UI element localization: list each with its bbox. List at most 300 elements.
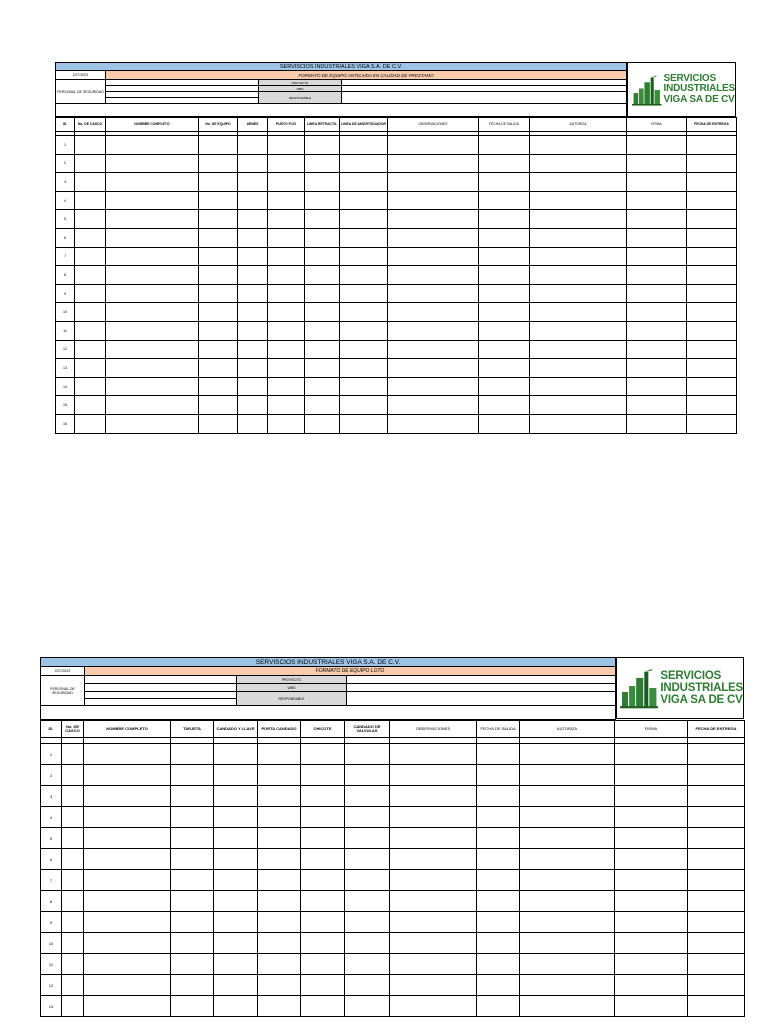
table-cell[interactable] <box>340 210 388 229</box>
table-cell[interactable] <box>345 975 390 996</box>
table-cell[interactable] <box>258 807 301 828</box>
proyecto-value[interactable] <box>347 676 616 684</box>
table-cell[interactable] <box>530 266 627 285</box>
table-cell[interactable] <box>268 284 305 303</box>
table-cell[interactable] <box>268 359 305 378</box>
table-cell[interactable] <box>106 154 199 173</box>
table-cell[interactable] <box>62 975 84 996</box>
table-cell[interactable] <box>62 786 84 807</box>
table-cell[interactable] <box>75 210 106 229</box>
table-cell[interactable] <box>171 975 214 996</box>
table-cell[interactable] <box>688 891 745 912</box>
table-cell[interactable] <box>479 359 530 378</box>
table-cell[interactable] <box>340 284 388 303</box>
table-cell[interactable] <box>479 247 530 266</box>
table-cell[interactable] <box>627 191 687 210</box>
table-cell[interactable] <box>75 154 106 173</box>
table-cell[interactable] <box>84 744 171 765</box>
table-cell[interactable] <box>62 891 84 912</box>
table-cell[interactable] <box>301 954 345 975</box>
table-cell[interactable] <box>615 849 688 870</box>
table-cell[interactable] <box>479 266 530 285</box>
table-cell[interactable] <box>199 136 238 155</box>
table-cell[interactable] <box>214 870 258 891</box>
table-cell[interactable] <box>687 266 737 285</box>
table-cell[interactable] <box>687 340 737 359</box>
table-cell[interactable] <box>688 849 745 870</box>
table-cell[interactable] <box>171 933 214 954</box>
table-cell[interactable] <box>479 191 530 210</box>
table-cell[interactable] <box>340 228 388 247</box>
table-cell[interactable] <box>615 891 688 912</box>
table-cell[interactable] <box>238 321 268 340</box>
table-cell[interactable] <box>615 765 688 786</box>
table-cell[interactable] <box>479 377 530 396</box>
table-cell[interactable] <box>171 891 214 912</box>
table-cell[interactable] <box>530 228 627 247</box>
table-cell[interactable] <box>627 359 687 378</box>
table-cell[interactable] <box>171 786 214 807</box>
table-cell[interactable] <box>615 933 688 954</box>
table-cell[interactable] <box>627 173 687 192</box>
table-cell[interactable] <box>238 136 268 155</box>
table-cell[interactable] <box>340 414 388 433</box>
table-cell[interactable] <box>688 870 745 891</box>
table-cell[interactable] <box>84 933 171 954</box>
table-cell[interactable] <box>688 786 745 807</box>
table-cell[interactable] <box>301 744 345 765</box>
table-cell[interactable] <box>238 210 268 229</box>
table-cell[interactable] <box>615 996 688 1017</box>
table-cell[interactable] <box>627 210 687 229</box>
table-cell[interactable] <box>688 828 745 849</box>
table-cell[interactable] <box>390 870 477 891</box>
table-cell[interactable] <box>520 828 615 849</box>
table-cell[interactable] <box>477 975 520 996</box>
table-cell[interactable] <box>388 247 479 266</box>
table-cell[interactable] <box>75 266 106 285</box>
table-cell[interactable] <box>214 744 258 765</box>
table-cell[interactable] <box>258 870 301 891</box>
table-cell[interactable] <box>687 414 737 433</box>
table-cell[interactable] <box>199 377 238 396</box>
table-cell[interactable] <box>268 377 305 396</box>
table-cell[interactable] <box>75 321 106 340</box>
table-cell[interactable] <box>390 786 477 807</box>
table-cell[interactable] <box>258 891 301 912</box>
table-cell[interactable] <box>238 284 268 303</box>
table-cell[interactable] <box>388 359 479 378</box>
table-cell[interactable] <box>340 247 388 266</box>
table-cell[interactable] <box>615 975 688 996</box>
table-cell[interactable] <box>390 807 477 828</box>
table-cell[interactable] <box>62 933 84 954</box>
personal-field[interactable] <box>85 676 237 684</box>
table-cell[interactable] <box>199 247 238 266</box>
table-cell[interactable] <box>305 340 340 359</box>
table-cell[interactable] <box>477 933 520 954</box>
table-cell[interactable] <box>477 954 520 975</box>
table-cell[interactable] <box>238 303 268 322</box>
table-cell[interactable] <box>268 247 305 266</box>
table-cell[interactable] <box>305 191 340 210</box>
table-cell[interactable] <box>268 266 305 285</box>
table-cell[interactable] <box>238 247 268 266</box>
table-cell[interactable] <box>268 191 305 210</box>
table-cell[interactable] <box>688 912 745 933</box>
table-cell[interactable] <box>171 744 214 765</box>
table-cell[interactable] <box>268 303 305 322</box>
table-cell[interactable] <box>199 154 238 173</box>
table-cell[interactable] <box>340 377 388 396</box>
table-cell[interactable] <box>627 284 687 303</box>
table-cell[interactable] <box>477 828 520 849</box>
table-cell[interactable] <box>477 912 520 933</box>
table-cell[interactable] <box>106 414 199 433</box>
table-cell[interactable] <box>106 136 199 155</box>
table-cell[interactable] <box>388 284 479 303</box>
table-cell[interactable] <box>258 996 301 1017</box>
table-cell[interactable] <box>238 173 268 192</box>
table-cell[interactable] <box>75 414 106 433</box>
table-cell[interactable] <box>106 321 199 340</box>
table-cell[interactable] <box>238 414 268 433</box>
table-cell[interactable] <box>301 996 345 1017</box>
table-cell[interactable] <box>479 340 530 359</box>
table-cell[interactable] <box>301 975 345 996</box>
table-cell[interactable] <box>340 359 388 378</box>
table-cell[interactable] <box>520 891 615 912</box>
table-cell[interactable] <box>171 996 214 1017</box>
table-cell[interactable] <box>520 744 615 765</box>
table-cell[interactable] <box>388 321 479 340</box>
table-cell[interactable] <box>75 136 106 155</box>
table-cell[interactable] <box>390 765 477 786</box>
table-cell[interactable] <box>199 191 238 210</box>
table-cell[interactable] <box>627 377 687 396</box>
table-cell[interactable] <box>84 765 171 786</box>
table-cell[interactable] <box>301 828 345 849</box>
table-cell[interactable] <box>530 377 627 396</box>
table-cell[interactable] <box>106 284 199 303</box>
table-cell[interactable] <box>106 340 199 359</box>
table-cell[interactable] <box>84 849 171 870</box>
table-cell[interactable] <box>390 996 477 1017</box>
table-cell[interactable] <box>688 765 745 786</box>
table-cell[interactable] <box>62 849 84 870</box>
table-cell[interactable] <box>84 954 171 975</box>
table-cell[interactable] <box>388 210 479 229</box>
table-cell[interactable] <box>627 340 687 359</box>
table-cell[interactable] <box>627 136 687 155</box>
table-cell[interactable] <box>687 228 737 247</box>
table-cell[interactable] <box>688 744 745 765</box>
table-cell[interactable] <box>520 975 615 996</box>
personal-field[interactable] <box>85 699 237 706</box>
table-cell[interactable] <box>238 359 268 378</box>
table-cell[interactable] <box>345 870 390 891</box>
table-cell[interactable] <box>305 228 340 247</box>
table-cell[interactable] <box>520 765 615 786</box>
table-cell[interactable] <box>520 954 615 975</box>
table-cell[interactable] <box>340 266 388 285</box>
table-cell[interactable] <box>171 849 214 870</box>
table-cell[interactable] <box>530 154 627 173</box>
table-cell[interactable] <box>305 396 340 415</box>
table-cell[interactable] <box>345 807 390 828</box>
personal-field[interactable] <box>85 684 237 692</box>
table-cell[interactable] <box>687 321 737 340</box>
table-cell[interactable] <box>530 136 627 155</box>
table-cell[interactable] <box>199 210 238 229</box>
table-cell[interactable] <box>520 807 615 828</box>
table-cell[interactable] <box>390 912 477 933</box>
table-cell[interactable] <box>687 173 737 192</box>
table-cell[interactable] <box>106 210 199 229</box>
table-cell[interactable] <box>84 807 171 828</box>
table-cell[interactable] <box>345 954 390 975</box>
table-cell[interactable] <box>199 303 238 322</box>
table-cell[interactable] <box>530 321 627 340</box>
table-cell[interactable] <box>199 266 238 285</box>
table-cell[interactable] <box>345 744 390 765</box>
table-cell[interactable] <box>62 912 84 933</box>
table-cell[interactable] <box>627 154 687 173</box>
table-cell[interactable] <box>530 303 627 322</box>
table-cell[interactable] <box>520 912 615 933</box>
table-cell[interactable] <box>258 975 301 996</box>
table-cell[interactable] <box>214 807 258 828</box>
table-cell[interactable] <box>687 210 737 229</box>
table-cell[interactable] <box>238 228 268 247</box>
table-cell[interactable] <box>62 828 84 849</box>
table-cell[interactable] <box>479 154 530 173</box>
table-cell[interactable] <box>106 303 199 322</box>
table-cell[interactable] <box>530 247 627 266</box>
table-cell[interactable] <box>340 396 388 415</box>
table-cell[interactable] <box>214 786 258 807</box>
table-cell[interactable] <box>390 933 477 954</box>
table-cell[interactable] <box>171 870 214 891</box>
table-cell[interactable] <box>477 849 520 870</box>
table-cell[interactable] <box>305 359 340 378</box>
table-cell[interactable] <box>687 284 737 303</box>
table-cell[interactable] <box>62 954 84 975</box>
table-cell[interactable] <box>305 321 340 340</box>
table-cell[interactable] <box>305 247 340 266</box>
table-cell[interactable] <box>520 849 615 870</box>
table-cell[interactable] <box>615 744 688 765</box>
table-cell[interactable] <box>688 933 745 954</box>
table-cell[interactable] <box>305 154 340 173</box>
table-cell[interactable] <box>171 912 214 933</box>
table-cell[interactable] <box>268 340 305 359</box>
table-cell[interactable] <box>84 975 171 996</box>
table-cell[interactable] <box>615 954 688 975</box>
table-cell[interactable] <box>520 786 615 807</box>
table-cell[interactable] <box>390 975 477 996</box>
table-cell[interactable] <box>345 828 390 849</box>
table-cell[interactable] <box>479 228 530 247</box>
table-cell[interactable] <box>479 173 530 192</box>
table-cell[interactable] <box>479 303 530 322</box>
table-cell[interactable] <box>171 954 214 975</box>
table-cell[interactable] <box>345 996 390 1017</box>
table-cell[interactable] <box>340 340 388 359</box>
table-cell[interactable] <box>340 173 388 192</box>
table-cell[interactable] <box>388 340 479 359</box>
table-cell[interactable] <box>75 284 106 303</box>
table-cell[interactable] <box>301 786 345 807</box>
table-cell[interactable] <box>171 828 214 849</box>
personal-field[interactable] <box>85 692 237 699</box>
table-cell[interactable] <box>477 765 520 786</box>
table-cell[interactable] <box>615 807 688 828</box>
table-cell[interactable] <box>268 414 305 433</box>
table-cell[interactable] <box>84 996 171 1017</box>
table-cell[interactable] <box>388 173 479 192</box>
table-cell[interactable] <box>687 136 737 155</box>
table-cell[interactable] <box>687 303 737 322</box>
table-cell[interactable] <box>268 396 305 415</box>
table-cell[interactable] <box>345 933 390 954</box>
table-cell[interactable] <box>627 247 687 266</box>
table-cell[interactable] <box>258 828 301 849</box>
table-cell[interactable] <box>477 786 520 807</box>
table-cell[interactable] <box>268 321 305 340</box>
table-cell[interactable] <box>301 765 345 786</box>
table-cell[interactable] <box>479 210 530 229</box>
table-cell[interactable] <box>301 891 345 912</box>
table-cell[interactable] <box>530 173 627 192</box>
table-cell[interactable] <box>687 191 737 210</box>
table-cell[interactable] <box>340 154 388 173</box>
table-cell[interactable] <box>345 849 390 870</box>
table-cell[interactable] <box>687 154 737 173</box>
table-cell[interactable] <box>199 359 238 378</box>
table-cell[interactable] <box>345 912 390 933</box>
table-cell[interactable] <box>75 377 106 396</box>
table-cell[interactable] <box>479 321 530 340</box>
table-cell[interactable] <box>214 765 258 786</box>
table-cell[interactable] <box>268 228 305 247</box>
table-cell[interactable] <box>388 266 479 285</box>
table-cell[interactable] <box>627 266 687 285</box>
table-cell[interactable] <box>214 891 258 912</box>
table-cell[interactable] <box>688 975 745 996</box>
table-cell[interactable] <box>238 191 268 210</box>
table-cell[interactable] <box>627 303 687 322</box>
table-cell[interactable] <box>388 154 479 173</box>
table-cell[interactable] <box>687 359 737 378</box>
table-cell[interactable] <box>305 173 340 192</box>
table-cell[interactable] <box>615 912 688 933</box>
table-cell[interactable] <box>688 996 745 1017</box>
table-cell[interactable] <box>477 996 520 1017</box>
table-cell[interactable] <box>479 284 530 303</box>
table-cell[interactable] <box>388 228 479 247</box>
responsable-value[interactable] <box>347 692 616 706</box>
table-cell[interactable] <box>345 765 390 786</box>
table-cell[interactable] <box>305 210 340 229</box>
table-cell[interactable] <box>305 414 340 433</box>
table-cell[interactable] <box>75 228 106 247</box>
table-cell[interactable] <box>530 396 627 415</box>
table-cell[interactable] <box>75 396 106 415</box>
table-cell[interactable] <box>238 377 268 396</box>
table-cell[interactable] <box>214 975 258 996</box>
table-cell[interactable] <box>301 912 345 933</box>
table-cell[interactable] <box>530 340 627 359</box>
table-cell[interactable] <box>340 136 388 155</box>
table-cell[interactable] <box>687 396 737 415</box>
table-cell[interactable] <box>627 321 687 340</box>
table-cell[interactable] <box>615 828 688 849</box>
table-cell[interactable] <box>305 377 340 396</box>
table-cell[interactable] <box>627 414 687 433</box>
table-cell[interactable] <box>477 744 520 765</box>
table-cell[interactable] <box>340 191 388 210</box>
table-cell[interactable] <box>199 173 238 192</box>
table-cell[interactable] <box>530 191 627 210</box>
table-cell[interactable] <box>520 933 615 954</box>
table-cell[interactable] <box>687 247 737 266</box>
table-cell[interactable] <box>258 912 301 933</box>
table-cell[interactable] <box>390 849 477 870</box>
table-cell[interactable] <box>75 173 106 192</box>
table-cell[interactable] <box>388 136 479 155</box>
table-cell[interactable] <box>390 891 477 912</box>
table-cell[interactable] <box>75 340 106 359</box>
table-cell[interactable] <box>390 954 477 975</box>
table-cell[interactable] <box>84 828 171 849</box>
table-cell[interactable] <box>301 870 345 891</box>
table-cell[interactable] <box>268 136 305 155</box>
table-cell[interactable] <box>62 765 84 786</box>
table-cell[interactable] <box>615 870 688 891</box>
table-cell[interactable] <box>340 303 388 322</box>
table-cell[interactable] <box>106 266 199 285</box>
table-cell[interactable] <box>479 396 530 415</box>
table-cell[interactable] <box>388 191 479 210</box>
table-cell[interactable] <box>388 303 479 322</box>
table-cell[interactable] <box>84 912 171 933</box>
table-cell[interactable] <box>238 154 268 173</box>
table-cell[interactable] <box>301 933 345 954</box>
table-cell[interactable] <box>268 210 305 229</box>
table-cell[interactable] <box>106 377 199 396</box>
table-cell[interactable] <box>530 414 627 433</box>
table-cell[interactable] <box>214 933 258 954</box>
table-cell[interactable] <box>214 828 258 849</box>
table-cell[interactable] <box>258 786 301 807</box>
table-cell[interactable] <box>199 340 238 359</box>
table-cell[interactable] <box>84 870 171 891</box>
table-cell[interactable] <box>388 396 479 415</box>
wbs-value[interactable] <box>347 684 616 692</box>
table-cell[interactable] <box>258 954 301 975</box>
table-cell[interactable] <box>301 807 345 828</box>
table-cell[interactable] <box>106 228 199 247</box>
table-cell[interactable] <box>199 228 238 247</box>
table-cell[interactable] <box>106 247 199 266</box>
table-cell[interactable] <box>238 340 268 359</box>
table-cell[interactable] <box>627 396 687 415</box>
table-cell[interactable] <box>199 321 238 340</box>
table-cell[interactable] <box>75 247 106 266</box>
table-cell[interactable] <box>199 284 238 303</box>
table-cell[interactable] <box>171 807 214 828</box>
